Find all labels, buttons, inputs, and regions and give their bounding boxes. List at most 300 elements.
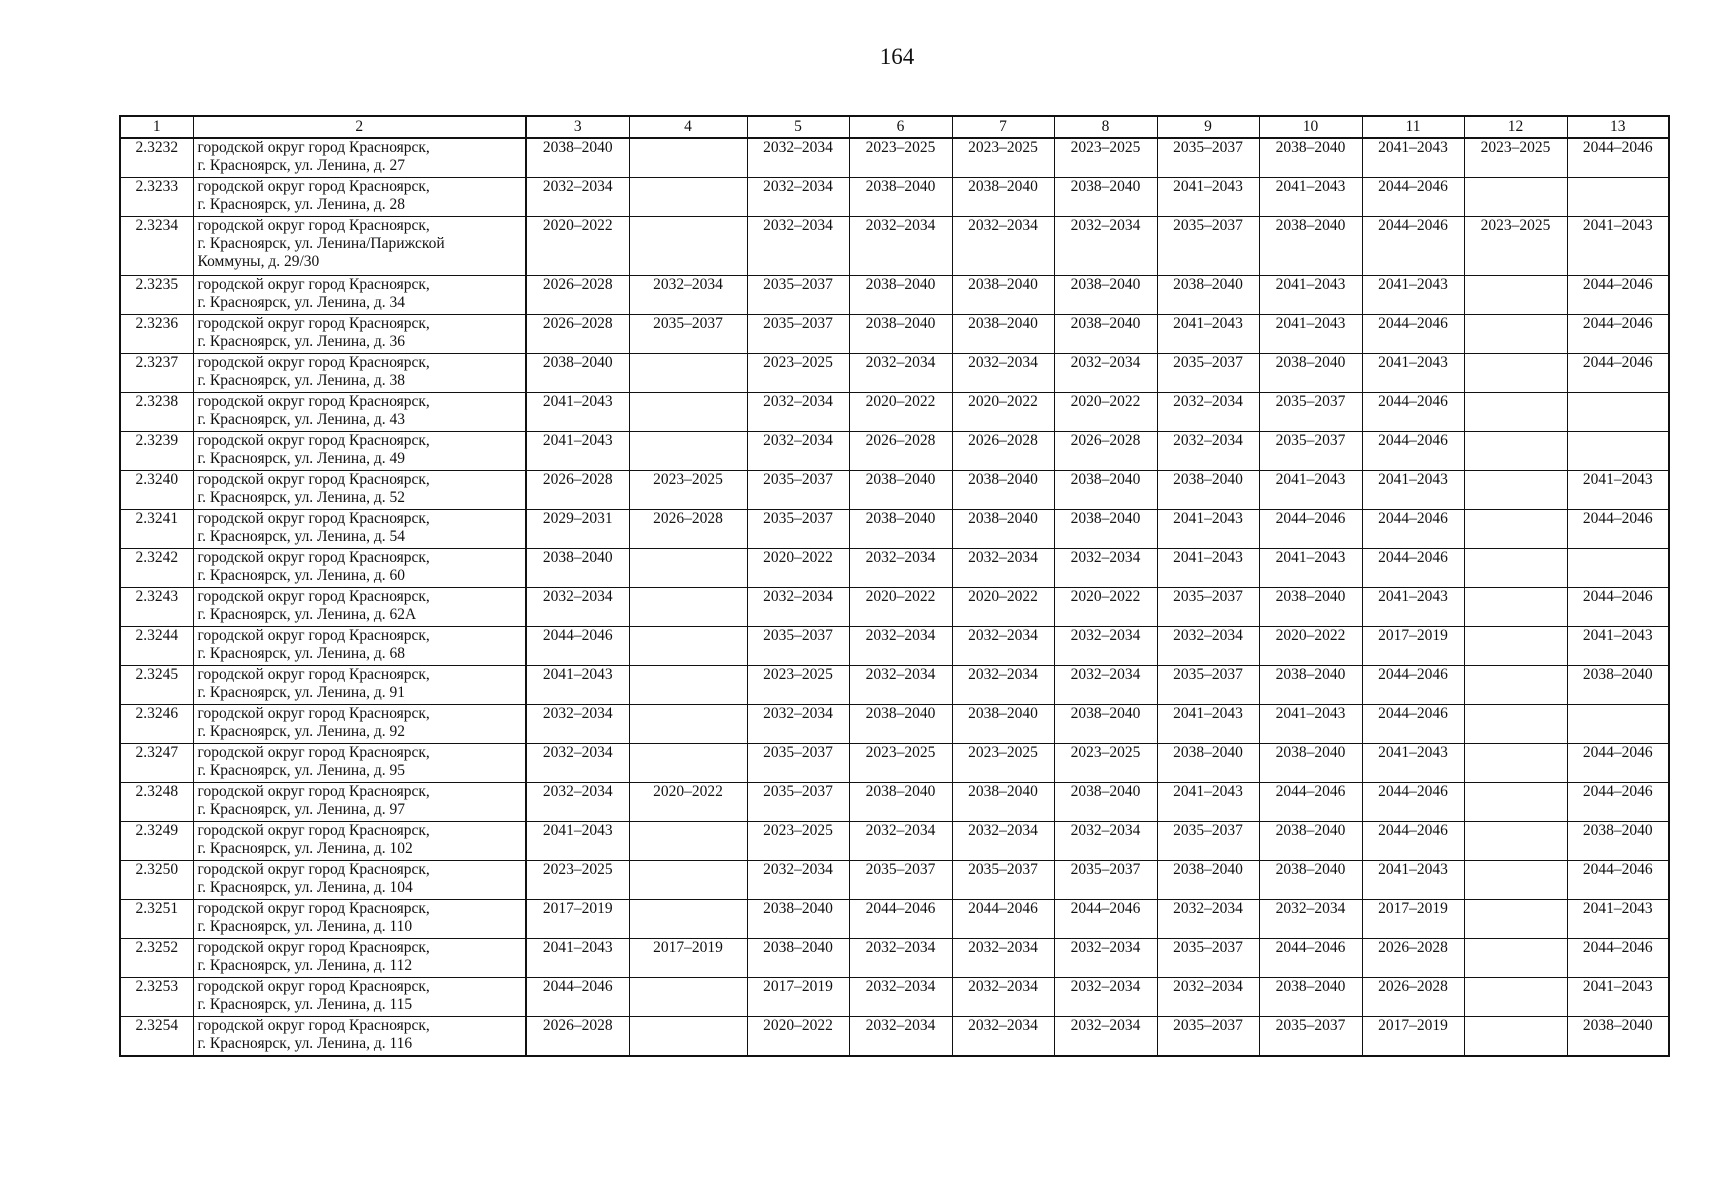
- period-cell: 2032–2034: [747, 393, 849, 432]
- period-cell: 2026–2028: [1362, 978, 1464, 1017]
- address-line: городской округ город Красноярск,: [197, 178, 430, 195]
- period-cell: [1464, 666, 1567, 705]
- period-cell: 2038–2040: [526, 549, 629, 588]
- row-number: 2.3235: [120, 276, 193, 315]
- row-number: 2.3252: [120, 939, 193, 978]
- period-cell: 2044–2046: [1567, 783, 1669, 822]
- period-cell: 2032–2034: [526, 783, 629, 822]
- row-number: 2.3248: [120, 783, 193, 822]
- period-cell: 2023–2025: [1464, 217, 1567, 276]
- period-cell: 2041–2043: [1567, 978, 1669, 1017]
- period-cell: 2038–2040: [1259, 744, 1362, 783]
- period-cell: 2038–2040: [1157, 744, 1259, 783]
- period-cell: 2041–2043: [1362, 861, 1464, 900]
- period-cell: 2017–2019: [526, 900, 629, 939]
- address-cell: [193, 588, 526, 627]
- row-number: 2.3247: [120, 744, 193, 783]
- period-cell: 2044–2046: [526, 627, 629, 666]
- period-cell: 2023–2025: [1054, 744, 1157, 783]
- period-cell: 2032–2034: [1259, 900, 1362, 939]
- period-cell: [1464, 276, 1567, 315]
- period-cell: 2032–2034: [849, 939, 952, 978]
- address-cell: [193, 549, 526, 588]
- table-row: [120, 627, 1669, 666]
- period-cell: 2020–2022: [849, 393, 952, 432]
- period-cell: 2032–2034: [747, 705, 849, 744]
- address-line: городской округ город Красноярск,: [197, 939, 430, 956]
- period-cell: [1567, 178, 1669, 217]
- period-cell: 2041–2043: [1362, 276, 1464, 315]
- period-cell: 2041–2043: [526, 432, 629, 471]
- address-line: г. Красноярск, ул. Ленина/Парижской: [197, 235, 445, 252]
- period-cell: [1464, 393, 1567, 432]
- address-line: г. Красноярск, ул. Ленина, д. 43: [197, 411, 405, 428]
- address-cell: [193, 393, 526, 432]
- address-cell: [193, 315, 526, 354]
- schedule-table: [119, 115, 1670, 1057]
- period-cell: 2020–2022: [952, 588, 1054, 627]
- period-cell: 2044–2046: [849, 900, 952, 939]
- period-cell: [1567, 705, 1669, 744]
- period-cell: 2032–2034: [1054, 666, 1157, 705]
- period-cell: 2032–2034: [1157, 900, 1259, 939]
- period-cell: 2026–2028: [526, 1017, 629, 1057]
- period-cell: 2035–2037: [1259, 1017, 1362, 1057]
- table-row: [120, 666, 1669, 705]
- period-cell: 2032–2034: [526, 178, 629, 217]
- period-cell: 2041–2043: [1362, 471, 1464, 510]
- row-number: 2.3240: [120, 471, 193, 510]
- address-line: г. Красноярск, ул. Ленина, д. 91: [197, 684, 405, 701]
- table-row: [120, 744, 1669, 783]
- address-line: городской округ город Красноярск,: [197, 666, 430, 683]
- period-cell: [1567, 549, 1669, 588]
- period-cell: 2017–2019: [1362, 1017, 1464, 1057]
- period-cell: 2032–2034: [952, 1017, 1054, 1057]
- period-cell: 2041–2043: [1259, 276, 1362, 315]
- row-number: 2.3249: [120, 822, 193, 861]
- period-cell: 2041–2043: [1567, 627, 1669, 666]
- address-line: г. Красноярск, ул. Ленина, д. 95: [197, 762, 405, 779]
- address-line: городской округ город Красноярск,: [197, 432, 430, 449]
- period-cell: [1464, 939, 1567, 978]
- address-cell: [193, 627, 526, 666]
- row-number: 2.3242: [120, 549, 193, 588]
- address-line: городской округ город Красноярск,: [197, 549, 430, 566]
- period-cell: 2035–2037: [1157, 666, 1259, 705]
- address-line: г. Красноярск, ул. Ленина, д. 38: [197, 372, 405, 389]
- period-cell: 2029–2031: [526, 510, 629, 549]
- row-number: 2.3253: [120, 978, 193, 1017]
- period-cell: [629, 393, 747, 432]
- table-row: [120, 315, 1669, 354]
- row-number: 2.3254: [120, 1017, 193, 1057]
- period-cell: 2041–2043: [1567, 900, 1669, 939]
- address-line: г. Красноярск, ул. Ленина, д. 54: [197, 528, 405, 545]
- period-cell: [1464, 627, 1567, 666]
- period-cell: 2032–2034: [952, 822, 1054, 861]
- column-header: 6: [849, 116, 952, 138]
- period-cell: 2044–2046: [1362, 549, 1464, 588]
- address-line: г. Красноярск, ул. Ленина, д. 34: [197, 294, 405, 311]
- period-cell: [1464, 783, 1567, 822]
- table-row: [120, 178, 1669, 217]
- period-cell: 2041–2043: [1157, 705, 1259, 744]
- period-cell: [1464, 978, 1567, 1017]
- period-cell: 2041–2043: [1567, 471, 1669, 510]
- period-cell: 2038–2040: [1259, 666, 1362, 705]
- column-header: 7: [952, 116, 1054, 138]
- address-cell: [193, 822, 526, 861]
- period-cell: 2032–2034: [952, 627, 1054, 666]
- period-cell: 2020–2022: [747, 549, 849, 588]
- row-number: 2.3246: [120, 705, 193, 744]
- period-cell: 2041–2043: [526, 393, 629, 432]
- address-cell: [193, 861, 526, 900]
- period-cell: 2038–2040: [952, 510, 1054, 549]
- period-cell: 2038–2040: [849, 276, 952, 315]
- period-cell: [1464, 588, 1567, 627]
- address-line: городской округ город Красноярск,: [197, 354, 430, 371]
- page-number: 164: [879, 44, 915, 69]
- period-cell: 2044–2046: [1362, 822, 1464, 861]
- period-cell: 2020–2022: [952, 393, 1054, 432]
- row-number: 2.3245: [120, 666, 193, 705]
- period-cell: [1464, 471, 1567, 510]
- period-cell: 2044–2046: [1259, 783, 1362, 822]
- period-cell: [629, 432, 747, 471]
- table-row: [120, 276, 1669, 315]
- period-cell: 2038–2040: [1054, 276, 1157, 315]
- address-cell: [193, 1017, 526, 1057]
- period-cell: 2044–2046: [1362, 217, 1464, 276]
- period-cell: [1464, 822, 1567, 861]
- address-line: г. Красноярск, ул. Ленина, д. 62А: [197, 606, 417, 623]
- period-cell: 2038–2040: [849, 705, 952, 744]
- address-cell: [193, 744, 526, 783]
- period-cell: 2026–2028: [629, 510, 747, 549]
- period-cell: 2035–2037: [747, 627, 849, 666]
- address-line: г. Красноярск, ул. Ленина, д. 115: [197, 996, 413, 1013]
- table-row: [120, 861, 1669, 900]
- address-line: г. Красноярск, ул. Ленина, д. 92: [197, 723, 405, 740]
- period-cell: 2038–2040: [849, 315, 952, 354]
- period-cell: 2041–2043: [1567, 217, 1669, 276]
- period-cell: 2032–2034: [849, 354, 952, 393]
- period-cell: 2041–2043: [1362, 588, 1464, 627]
- period-cell: 2044–2046: [1362, 315, 1464, 354]
- period-cell: 2038–2040: [1567, 822, 1669, 861]
- address-cell: [193, 510, 526, 549]
- period-cell: 2032–2034: [952, 939, 1054, 978]
- address-line: городской округ город Красноярск,: [197, 139, 430, 156]
- row-number: 2.3250: [120, 861, 193, 900]
- table-body: [120, 138, 1669, 1056]
- row-number: 2.3234: [120, 217, 193, 276]
- table-row: [120, 354, 1669, 393]
- row-number: 2.3241: [120, 510, 193, 549]
- period-cell: [1464, 861, 1567, 900]
- period-cell: 2017–2019: [1362, 627, 1464, 666]
- period-cell: 2035–2037: [747, 471, 849, 510]
- period-cell: 2023–2025: [526, 861, 629, 900]
- period-cell: [1464, 744, 1567, 783]
- period-cell: 2032–2034: [849, 1017, 952, 1057]
- address-line: Коммуны, д. 29/30: [197, 253, 320, 270]
- period-cell: 2044–2046: [1567, 510, 1669, 549]
- period-cell: [629, 138, 747, 178]
- period-cell: 2044–2046: [1362, 666, 1464, 705]
- period-cell: 2041–2043: [1259, 471, 1362, 510]
- period-cell: 2020–2022: [747, 1017, 849, 1057]
- period-cell: [629, 978, 747, 1017]
- address-line: г. Красноярск, ул. Ленина, д. 104: [197, 879, 413, 896]
- table-row: [120, 471, 1669, 510]
- period-cell: 2032–2034: [747, 178, 849, 217]
- row-number: 2.3244: [120, 627, 193, 666]
- period-cell: 2032–2034: [849, 978, 952, 1017]
- table-row: [120, 783, 1669, 822]
- period-cell: [629, 861, 747, 900]
- period-cell: 2023–2025: [952, 744, 1054, 783]
- period-cell: 2044–2046: [1567, 138, 1669, 178]
- row-number: 2.3251: [120, 900, 193, 939]
- period-cell: 2026–2028: [526, 276, 629, 315]
- address-line: городской округ город Красноярск,: [197, 393, 430, 410]
- period-cell: [1464, 315, 1567, 354]
- address-line: г. Красноярск, ул. Ленина, д. 52: [197, 489, 405, 506]
- period-cell: [1464, 705, 1567, 744]
- period-cell: 2023–2025: [747, 822, 849, 861]
- address-line: городской округ город Красноярск,: [197, 276, 430, 293]
- period-cell: 2038–2040: [1054, 510, 1157, 549]
- period-cell: 2041–2043: [526, 666, 629, 705]
- address-line: городской округ город Красноярск,: [197, 705, 430, 722]
- address-cell: [193, 471, 526, 510]
- period-cell: 2044–2046: [1362, 783, 1464, 822]
- address-cell: [193, 939, 526, 978]
- period-cell: 2035–2037: [1157, 588, 1259, 627]
- column-header: 1: [120, 116, 193, 138]
- period-cell: [629, 217, 747, 276]
- period-cell: [1464, 549, 1567, 588]
- period-cell: 2032–2034: [1054, 627, 1157, 666]
- address-cell: [193, 138, 526, 178]
- address-line: г. Красноярск, ул. Ленина, д. 110: [197, 918, 413, 935]
- period-cell: 2035–2037: [1259, 393, 1362, 432]
- period-cell: 2032–2034: [849, 217, 952, 276]
- table-row: [120, 705, 1669, 744]
- period-cell: 2041–2043: [1259, 549, 1362, 588]
- period-cell: 2020–2022: [629, 783, 747, 822]
- address-line: городской округ город Красноярск,: [197, 510, 430, 527]
- table-row: [120, 978, 1669, 1017]
- column-header: 9: [1157, 116, 1259, 138]
- table-row: [120, 393, 1669, 432]
- period-cell: 2035–2037: [747, 783, 849, 822]
- period-cell: 2032–2034: [629, 276, 747, 315]
- period-cell: 2032–2034: [526, 744, 629, 783]
- period-cell: [1464, 432, 1567, 471]
- period-cell: 2038–2040: [952, 276, 1054, 315]
- period-cell: 2038–2040: [1157, 861, 1259, 900]
- period-cell: 2044–2046: [1567, 588, 1669, 627]
- period-cell: 2044–2046: [1054, 900, 1157, 939]
- period-cell: 2020–2022: [1259, 627, 1362, 666]
- period-cell: 2032–2034: [747, 432, 849, 471]
- period-cell: 2044–2046: [1362, 178, 1464, 217]
- period-cell: 2032–2034: [1054, 217, 1157, 276]
- period-cell: 2032–2034: [952, 666, 1054, 705]
- period-cell: 2038–2040: [1157, 276, 1259, 315]
- period-cell: 2032–2034: [849, 627, 952, 666]
- period-cell: 2038–2040: [952, 705, 1054, 744]
- period-cell: 2032–2034: [747, 217, 849, 276]
- address-line: г. Красноярск, ул. Ленина, д. 102: [197, 840, 413, 857]
- period-cell: [629, 666, 747, 705]
- address-cell: [193, 900, 526, 939]
- period-cell: 2032–2034: [526, 705, 629, 744]
- period-cell: 2038–2040: [952, 783, 1054, 822]
- period-cell: 2038–2040: [1054, 471, 1157, 510]
- period-cell: 2017–2019: [747, 978, 849, 1017]
- period-cell: 2032–2034: [1157, 627, 1259, 666]
- period-cell: 2044–2046: [1567, 276, 1669, 315]
- period-cell: 2032–2034: [1054, 1017, 1157, 1057]
- table-row: [120, 1017, 1669, 1057]
- period-cell: 2035–2037: [747, 276, 849, 315]
- period-cell: 2044–2046: [1567, 939, 1669, 978]
- period-cell: 2020–2022: [1054, 393, 1157, 432]
- address-cell: [193, 666, 526, 705]
- period-cell: 2044–2046: [1362, 432, 1464, 471]
- period-cell: 2026–2028: [849, 432, 952, 471]
- address-cell: [193, 783, 526, 822]
- period-cell: 2032–2034: [849, 822, 952, 861]
- period-cell: 2035–2037: [1157, 217, 1259, 276]
- row-number: 2.3233: [120, 178, 193, 217]
- address-line: городской округ город Красноярск,: [197, 900, 430, 917]
- column-header: 5: [747, 116, 849, 138]
- period-cell: 2038–2040: [1567, 1017, 1669, 1057]
- row-number: 2.3236: [120, 315, 193, 354]
- period-cell: 2023–2025: [1054, 138, 1157, 178]
- table-row: [120, 900, 1669, 939]
- period-cell: 2041–2043: [526, 822, 629, 861]
- period-cell: 2038–2040: [526, 138, 629, 178]
- period-cell: 2026–2028: [952, 432, 1054, 471]
- period-cell: 2032–2034: [747, 138, 849, 178]
- period-cell: 2044–2046: [1362, 393, 1464, 432]
- period-cell: 2035–2037: [629, 315, 747, 354]
- address-cell: [193, 354, 526, 393]
- period-cell: 2041–2043: [1157, 315, 1259, 354]
- period-cell: 2044–2046: [1259, 939, 1362, 978]
- address-line: городской округ город Красноярск,: [197, 861, 430, 878]
- row-number: 2.3237: [120, 354, 193, 393]
- address-line: городской округ город Красноярск,: [197, 627, 430, 644]
- period-cell: 2038–2040: [747, 900, 849, 939]
- period-cell: 2032–2034: [526, 588, 629, 627]
- period-cell: 2023–2025: [849, 744, 952, 783]
- period-cell: 2038–2040: [747, 939, 849, 978]
- period-cell: 2032–2034: [849, 666, 952, 705]
- period-cell: 2041–2043: [1259, 705, 1362, 744]
- period-cell: 2038–2040: [1259, 354, 1362, 393]
- period-cell: [1464, 1017, 1567, 1057]
- period-cell: [1464, 354, 1567, 393]
- period-cell: [629, 627, 747, 666]
- period-cell: 2044–2046: [1567, 354, 1669, 393]
- period-cell: 2026–2028: [526, 315, 629, 354]
- address-line: городской округ город Красноярск,: [197, 315, 430, 332]
- period-cell: [629, 178, 747, 217]
- table-row: [120, 939, 1669, 978]
- period-cell: 2035–2037: [849, 861, 952, 900]
- address-line: городской округ город Красноярск,: [197, 1017, 430, 1034]
- period-cell: [1567, 393, 1669, 432]
- address-line: городской округ город Красноярск,: [197, 822, 430, 839]
- address-line: г. Красноярск, ул. Ленина, д. 68: [197, 645, 405, 662]
- period-cell: 2041–2043: [1362, 138, 1464, 178]
- period-cell: 2044–2046: [952, 900, 1054, 939]
- period-cell: [629, 549, 747, 588]
- period-cell: 2032–2034: [1157, 393, 1259, 432]
- period-cell: 2035–2037: [747, 315, 849, 354]
- period-cell: 2026–2028: [1362, 939, 1464, 978]
- address-cell: [193, 217, 526, 276]
- period-cell: 2038–2040: [952, 315, 1054, 354]
- period-cell: 2032–2034: [952, 354, 1054, 393]
- address-line: г. Красноярск, ул. Ленина, д. 36: [197, 333, 405, 350]
- address-line: г. Красноярск, ул. Ленина, д. 27: [197, 157, 405, 174]
- address-line: г. Красноярск, ул. Ленина, д. 60: [197, 567, 405, 584]
- period-cell: 2038–2040: [1259, 822, 1362, 861]
- period-cell: 2038–2040: [1259, 588, 1362, 627]
- period-cell: 2020–2022: [526, 217, 629, 276]
- period-cell: 2038–2040: [1259, 978, 1362, 1017]
- period-cell: 2038–2040: [1567, 666, 1669, 705]
- period-cell: [629, 822, 747, 861]
- period-cell: 2035–2037: [952, 861, 1054, 900]
- period-cell: 2035–2037: [1259, 432, 1362, 471]
- address-cell: [193, 178, 526, 217]
- period-cell: 2023–2025: [747, 666, 849, 705]
- period-cell: 2032–2034: [952, 978, 1054, 1017]
- period-cell: 2023–2025: [952, 138, 1054, 178]
- period-cell: 2032–2034: [1054, 978, 1157, 1017]
- period-cell: 2035–2037: [1157, 138, 1259, 178]
- table-row: [120, 138, 1669, 178]
- period-cell: 2026–2028: [526, 471, 629, 510]
- period-cell: 2041–2043: [1362, 354, 1464, 393]
- address-line: городской округ город Красноярск,: [197, 217, 430, 234]
- column-header: 8: [1054, 116, 1157, 138]
- table-row: [120, 822, 1669, 861]
- address-line: г. Красноярск, ул. Ленина, д. 49: [197, 450, 405, 467]
- period-cell: 2032–2034: [1054, 822, 1157, 861]
- period-cell: [1464, 510, 1567, 549]
- period-cell: 2038–2040: [1259, 138, 1362, 178]
- column-header: 12: [1464, 116, 1567, 138]
- period-cell: [1464, 178, 1567, 217]
- period-cell: 2032–2034: [747, 588, 849, 627]
- column-header: 3: [526, 116, 629, 138]
- period-cell: 2044–2046: [1567, 315, 1669, 354]
- period-cell: 2032–2034: [1157, 432, 1259, 471]
- address-line: г. Красноярск, ул. Ленина, д. 116: [197, 1035, 413, 1052]
- header-row: [120, 116, 1669, 138]
